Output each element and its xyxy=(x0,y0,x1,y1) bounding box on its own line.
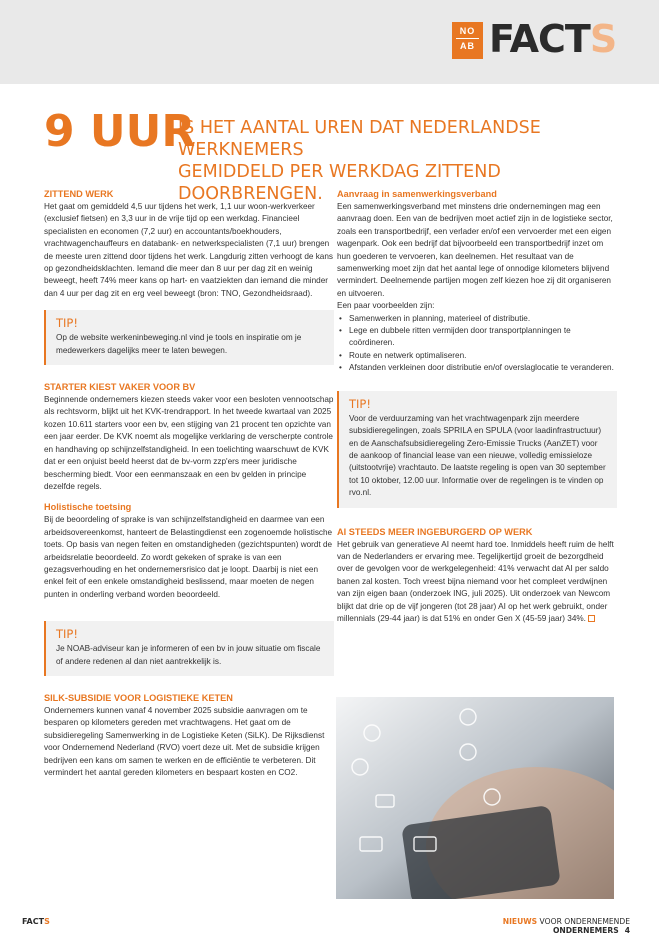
section-title-samenwerkingsverband: Aanvraag in samenwerkingsverband xyxy=(337,189,497,199)
tip-title: TIP! xyxy=(56,627,78,642)
section-body-silk: Ondernemers kunnen vanaf 4 november 2025 subsidie aanvragen om te besparen op kilometers gereden met vrachtwagens. Het gaat om de subsidieregeling Samenwerking in de Logistieke Keten (SiLK). De Rijksdienst voor Ondernemend Nederland (RVO) voert deze uit. Met de subsidie krijgen bedrijven een kans om samen te werken en de efficiëntie te verbeteren. Dit vermindert het aantal gereden kilometers en bespaart kosten en CO2. xyxy=(44,705,325,777)
brand-title xyxy=(489,17,616,61)
footer-brand xyxy=(22,917,50,926)
section-body-ai xyxy=(337,539,617,626)
list-item: • Lege en dubbele ritten vermijden door transportplanningen te coördineren. xyxy=(337,325,617,350)
section-title-zittend-werk: ZITTEND WERK xyxy=(44,189,114,199)
section-title-holistische-toetsing: Holistische toetsing xyxy=(44,502,132,513)
page-number: 4 xyxy=(624,926,630,935)
hero-number: 9 UUR xyxy=(44,106,196,157)
tablet-photo-illustration xyxy=(336,697,614,899)
brand-main: FACT xyxy=(489,17,590,61)
brand-s: S xyxy=(589,17,617,61)
tablet-photo xyxy=(336,697,614,899)
tip-box-subsidies xyxy=(337,391,617,508)
tip-title: TIP! xyxy=(56,316,78,331)
section-body-zittend-werk: Het gaat om gemiddeld 4,5 uur tijdens het werk, 1,1 uur woon-werkverkeer (exclusief fietsen) en 3,3 uur in de vrije tijd op een werkdag. Financieel specialisten en economen (7,2 uur) en accountants/boekhouders, vrachtwagenchauffeurs en databank- en netwerkspecialisten (7,1 uur) brengen de meeste uren zittend door tijdens het werk. Langdurig zitten verhoogt de kans op gezondheidsklachten. Iemand die meer dan 8 uur per dag zit en weinig beweegt, heeft 74% meer kans op hart- en vaatziekten dan iemand die minder dan 4 uur per dag zit en erg veel beweegt (bron: TNO, Gezondheidsraad). xyxy=(44,202,334,298)
noab-logo xyxy=(452,22,483,59)
section-body-starter-bv: Beginnende ondernemers kiezen steeds vaker voor een besloten vennootschap als rechtsvorm, blijkt uit het KVK-trendrapport. In het tweede kwartaal van 2025 kozen 10.611 starters voor een bv, een stijging van 21 procent ten opzichte van een jaar eerder. De KVK noemt als mogelijke verklaring de verscherpte controle en handhaving op schijnzelfstandigheid. In een toelichting waarschuwt de KVK dat er een onjuist beeld heerst dat de bv-vorm zzp'ers meer juridische bescherming biedt. Voor een eenmanszaak en een bv gelden in principe dezelfde regels. xyxy=(44,395,334,491)
hero-headline-line1: IS HET AANTAL UREN DAT NEDERLANDSE WERKNEMERS xyxy=(178,118,541,160)
footer-tagline-nieuws: NIEUWS xyxy=(502,917,538,926)
tip-body: Voor de verduurzaming van het vrachtwagenpark zijn meerdere subsidieregelingen, zoals SPRILA en SPULA (voor laadinfrastructuur) en de Aanschafsubsidieregeling Zero-Emissie Trucks (AanZET) voor de aankoop of financial lease van een nieuwe, volledig emissieloze (uitstootvrije) vrachtauto. De laatste regeling is open van 30 september tot 10 oktober, 12.00 uur. Informatie over de regelingen is te vinden op rvo.nl. xyxy=(349,413,606,498)
examples-list xyxy=(337,313,617,375)
footer-tagline-ondernemers: ONDERNEMERS xyxy=(552,926,619,935)
section-body-holistische-toetsing: Bij de beoordeling of sprake is van schijnzelfstandigheid en daarmee van een arbeidsovereenkomst, hanteert de Belastingdienst een zogenoemde holistische toets. Op basis van negen feiten en omstandigheden (gezichtspunten) wordt de arbeidsrelatie beoordeeld. Zo wordt gekeken of sprake is van een gezagsverhouding en het ondernemersrisico dat je loopt. Daarbij is niet een enkel feit of een enkele omstandigheid beslissend, maar moeten de negen punten in onderling verband worden beoordeeld. xyxy=(44,515,333,599)
tip-box-beweging xyxy=(44,310,334,365)
footer-brand-s: S xyxy=(44,917,50,926)
list-item: • Samenwerken in planning, materieel of distributie. xyxy=(337,313,617,325)
examples-intro: Een paar voorbeelden zijn: xyxy=(337,301,435,311)
left-column xyxy=(44,188,334,779)
section-title-starter-bv: STARTER KIEST VAKER VOOR BV xyxy=(44,382,196,393)
hero-headline-line2: GEMIDDELD PER WERKDAG ZITTEND DOORBRENGEN. xyxy=(178,162,501,204)
footer-tagline-mid: VOOR ONDERNEMENDE xyxy=(537,917,630,926)
section-title-ai: AI STEEDS MEER INGEBURGERD OP WERK xyxy=(337,526,533,537)
footer-tagline xyxy=(440,917,630,935)
list-item: • Afstanden verkleinen door distributie en/of overslaglocatie te veranderen. xyxy=(337,362,617,374)
section-body-ai-text: Het gebruik van generatieve AI neemt hard toe. Inmiddels heeft ruim de helft van de Nederlanders er ervaring mee. Tegelijkertijd groeit de bezorgdheid over de gevolgen voor de werkgelegenheid: 41% verwacht dat AI per saldo banen zal kosten. Toch vreest bijna niemand voor het compleet verdwijnen van zijn eigen baan (onderzoek ING, juli 2025). Uit onderzoek van Newcom blijkt dat drie op de vijf jongeren (tot 28 jaar) AI op het werk gebruikt, onder millennials (29-44 jaar) is dat 51% en onder Gen X (45-59 jaar) 34%. xyxy=(337,539,614,623)
tip-title: TIP! xyxy=(349,396,371,411)
tip-box-noab-adviseur xyxy=(44,621,334,676)
footer-brand-main: FACT xyxy=(22,917,45,926)
end-mark-icon xyxy=(588,615,595,622)
logo-divider xyxy=(456,38,479,39)
logo-bottom: AB xyxy=(460,41,475,51)
logo-top: NO xyxy=(459,26,476,36)
list-item: • Route en netwerk optimaliseren. xyxy=(337,350,617,362)
right-column xyxy=(337,188,617,625)
tip-body: Op de website werkeninbeweging.nl vind je tools en inspiratie om je medewerkers dagelijks meer te laten bewegen. xyxy=(56,333,302,355)
section-title-silk: SILK-SUBSIDIE VOOR LOGISTIEKE KETEN xyxy=(44,692,233,703)
section-body-samenwerkingsverband: Een samenwerkingsverband met minstens drie ondernemingen mag een aanvraag doen. Een van de bedrijven moet actief zijn in de logistieke sector, zoals een transportbedrijf, een verlader en/of een vervoerder met een eigen wagenpark. Ook een bedrijf dat bijvoorbeeld een transportbedrijf inzet om hun goederen te vervoeren, kan deelnemen. Het resultaat van de samenwerking moet zijn dat het aantal lege of onnodige kilometers blijvend vermindert. Deelnemende partijen mogen zelf kiezen hoe zij dit organiseren en uitvoeren. xyxy=(337,202,613,298)
tip-body: Je NOAB-adviseur kan je informeren of een bv in jouw situatie om fiscale of andere redenen al dan niet aantrekkelijk is. xyxy=(56,644,321,666)
